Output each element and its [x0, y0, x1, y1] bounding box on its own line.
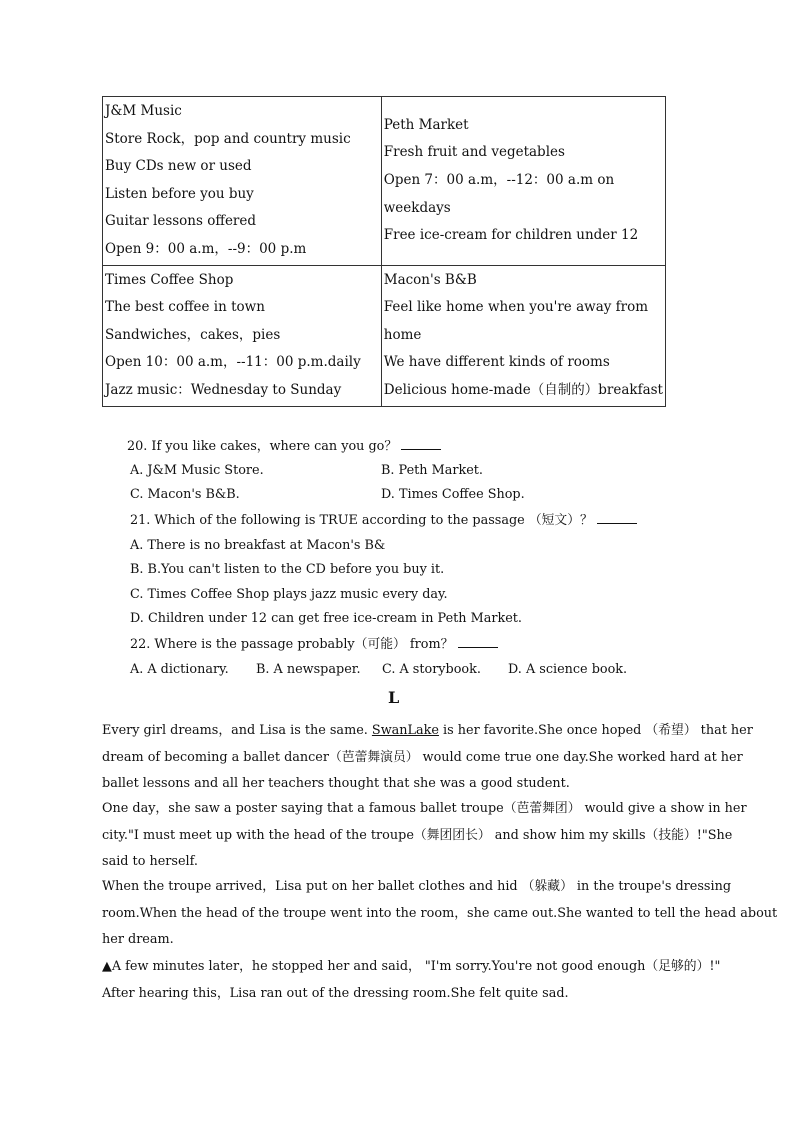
passage-line: One day，she saw a poster saying that a famous ballet troupe（芭蕾舞团） would give a show in her [102, 801, 747, 816]
ad-line: Guitar lessons offered [105, 213, 257, 230]
ad-line: Open 7：00 a.m，--12：00 a.m on [383, 171, 615, 188]
passage-line: After hearing this，Lisa ran out of the dressing room.She felt quite sad. [102, 985, 569, 1001]
passage-line: dream of becoming a ballet dancer（芭蕾舞演员） would come true one day.She worked hard at her [102, 749, 743, 765]
passage-paragraph-4 [102, 954, 721, 1007]
ad-line: Sandwiches，cakes，pies [105, 326, 281, 343]
option-d: D. Children under 12 can get free ice-cream in Peth Market. [130, 611, 522, 626]
answer-blank[interactable] [597, 511, 637, 524]
passage-line: room.When the head of the troupe went into the room，she came out.She wanted to tell the head about [102, 905, 778, 921]
question-stem: 20. If you like cakes，where can you go？ [127, 439, 398, 454]
option-c: C. Times Coffee Shop plays jazz music every day. [130, 587, 448, 602]
passage-paragraph-1 [102, 718, 753, 798]
ad-title: Times Coffee Shop [105, 271, 234, 288]
passage-line: When the troupe arrived，Lisa put on her ballet clothes and hid （躲藏） in the troupe's dressing [102, 879, 732, 894]
question-20 [127, 437, 441, 456]
answer-blank[interactable] [401, 437, 441, 450]
option-b: B. A newspaper. [256, 662, 361, 677]
passage-paragraph-2 [102, 796, 747, 876]
question-21 [130, 511, 637, 530]
ad-line: The best coffee in town [105, 299, 265, 316]
passage-line: her dream. [102, 932, 174, 947]
ad-times-coffee [103, 265, 382, 406]
ads-row-2 [103, 265, 666, 406]
blank-marker: ▲ [102, 959, 112, 974]
ads-row-1 [103, 97, 666, 266]
ad-title: Macon's B&B [383, 271, 477, 288]
option-c: C. Macon's B&B. [130, 487, 240, 502]
passage-line [102, 954, 721, 981]
option-a: A. J&M Music Store. [130, 463, 264, 478]
ad-title: J&M Music [105, 103, 182, 119]
ad-line: weekdays [383, 199, 451, 216]
option-b: B. Peth Market. [381, 463, 483, 478]
ad-line: Jazz music：Wednesday to Sunday [105, 381, 342, 398]
option-c: C. A storybook. [382, 662, 481, 677]
ads-table [102, 96, 666, 407]
ad-macons-bb [381, 265, 665, 406]
answer-blank[interactable] [458, 635, 498, 648]
ad-line: Store Rock，pop and country music [105, 130, 351, 147]
passage-line: city."I must meet up with the head of the troupe（舞团团长） and show him my skills（技能）!"She [102, 827, 733, 843]
option-d: D. A science book. [508, 662, 628, 677]
question-stem: 22. Where is the passage probably（可能） from？ [130, 637, 454, 652]
swan-lake-title: SwanLake [371, 723, 439, 738]
ad-jm-music [103, 97, 382, 266]
ad-line: We have different kinds of rooms [383, 354, 610, 371]
option-d: D. Times Coffee Shop. [381, 487, 525, 502]
passage-line: said to herself. [102, 854, 198, 869]
text-run: A few minutes later，he stopped her and said， "I'm sorry.You're not good enough（足够的）!" [111, 959, 721, 974]
ad-line: Delicious home-made（自制的）breakfast [383, 381, 663, 398]
ad-line: Feel like home when you're away from [383, 299, 649, 316]
text-run: Every girl dreams，and Lisa is the same. [102, 723, 372, 738]
ad-peth-market [381, 97, 665, 266]
option-a: A. There is no breakfast at Macon's B& [130, 538, 386, 553]
ad-line: Fresh fruit and vegetables [383, 144, 565, 161]
text-run: is her favorite.She once hoped （希望） that her [438, 723, 753, 738]
ad-line: Listen before you buy [105, 185, 254, 202]
option-b: B. B.You can't listen to the CD before you buy it. [130, 562, 445, 577]
ad-line: Open 9：00 a.m，--9：00 p.m [105, 240, 307, 257]
passage-line: ballet lessons and all her teachers thought that she was a good student. [102, 776, 570, 791]
ad-line: home [383, 326, 422, 343]
ad-title: Peth Market [383, 116, 469, 133]
passage-line [102, 718, 753, 745]
section-heading: L [388, 688, 400, 707]
passage-paragraph-3 [102, 874, 778, 954]
question-22 [130, 635, 498, 654]
option-a: A. A dictionary. [130, 662, 229, 677]
ad-line: Open 10：00 a.m，--11：00 p.m.daily [105, 354, 361, 371]
question-stem: 21. Which of the following is TRUE according to the passage （短文）？ [130, 513, 593, 528]
ad-line: Free ice-cream for children under 12 [383, 227, 639, 244]
ad-line: Buy CDs new or used [105, 158, 252, 175]
